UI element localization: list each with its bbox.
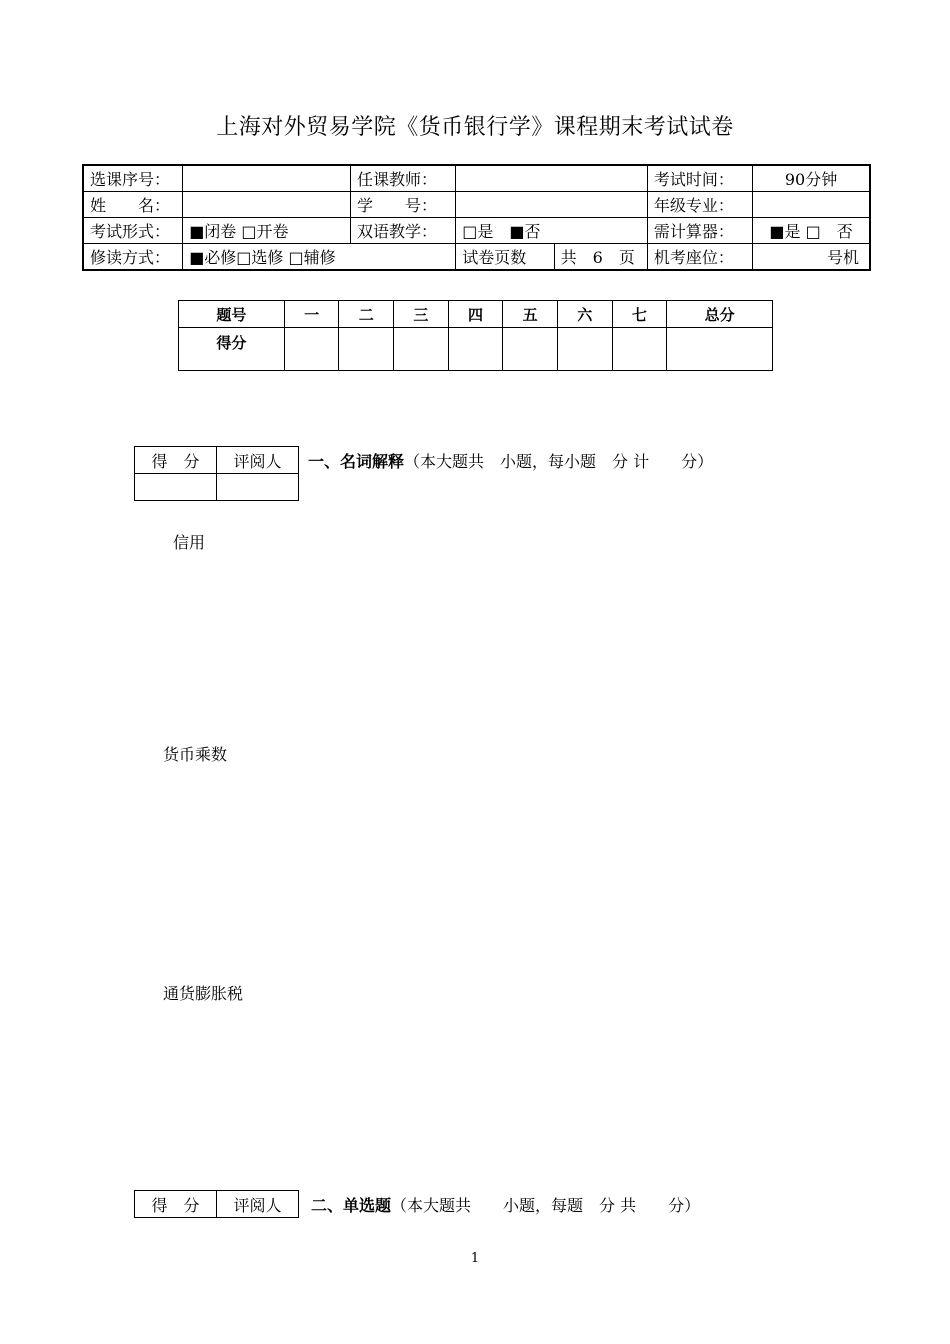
study-mode-label: 修读方式： [83,244,183,271]
student-no-label: 学 号： [350,192,455,218]
term-item: 信用 [173,533,206,552]
section2-detail: （本大题共 小题，每题 分 共 分） [391,1196,701,1215]
term-item: 通货膨胀税 [163,984,244,1003]
calculator-options[interactable]: ■是 □ 否 [753,218,870,244]
bilingual-options[interactable]: □是 ■否 [456,218,648,244]
info-row-1 [83,165,870,192]
score-header: 七 [612,301,667,328]
calculator-label: 需计算器： [647,218,752,244]
section2-title [311,1193,700,1216]
score-row-label: 得分 [179,328,285,371]
score-header: 四 [448,301,503,328]
section2-grader-box [134,1190,299,1218]
section2-heading: 二、单选题 [311,1196,392,1215]
grader-score-field[interactable] [135,474,217,501]
grader-score-label: 得 分 [135,1191,217,1218]
score-cell[interactable] [557,328,612,371]
grade-major-label: 年级专业： [647,192,752,218]
bilingual-label: 双语教学： [350,218,455,244]
score-cell[interactable] [339,328,394,371]
exam-info-table [82,164,871,271]
score-header: 三 [394,301,449,328]
score-cell[interactable] [612,328,667,371]
section1-grader-box [134,446,299,501]
name-field[interactable] [183,192,351,218]
seat-label: 机考座位： [647,244,752,271]
score-cell[interactable] [667,328,773,371]
score-header: 总分 [667,301,773,328]
exam-form-label: 考试形式： [83,218,183,244]
page-number: 1 [470,1251,480,1266]
section1-heading: 一、名词解释 [308,452,405,471]
exam-time-value: 90分钟 [753,165,870,192]
score-cell[interactable] [503,328,558,371]
pages-label: 试卷页数 [456,244,554,271]
grade-major-field[interactable] [753,192,870,218]
score-header: 六 [557,301,612,328]
score-header: 五 [503,301,558,328]
score-header-row [179,301,773,328]
student-no-field[interactable] [456,192,648,218]
info-row-3 [83,218,870,244]
grader-score-label: 得 分 [135,447,217,474]
section1-title [308,449,713,472]
study-mode-options[interactable]: ■必修□选修 □辅修 [183,244,456,271]
exam-time-label: 考试时间： [647,165,752,192]
section1-detail: （本大题共 小题，每小题 分 计 分） [404,452,714,471]
exam-form-options[interactable]: ■闭卷 □开卷 [183,218,351,244]
course-no-field[interactable] [183,165,351,192]
pages-value: 共 6 页 [554,244,647,271]
exam-title: 上海对外贸易学院《货币银行学》课程期末考试试卷 [216,115,734,140]
grader-reviewer-field[interactable] [217,474,299,501]
score-cell[interactable] [394,328,449,371]
term-item: 货币乘数 [163,745,228,764]
score-summary-table [178,300,773,371]
info-row-2 [83,192,870,218]
score-header: 题号 [179,301,285,328]
score-value-row [179,328,773,371]
grader-reviewer-label: 评阅人 [217,447,299,474]
score-header: 二 [339,301,394,328]
grader-reviewer-label: 评阅人 [217,1191,299,1218]
teacher-field[interactable] [456,165,648,192]
score-header: 一 [284,301,339,328]
teacher-label: 任课教师： [350,165,455,192]
score-cell[interactable] [448,328,503,371]
seat-value: 号机 [753,244,870,271]
info-row-4 [83,244,870,271]
course-no-label: 选课序号： [83,165,183,192]
name-label: 姓 名： [83,192,183,218]
score-cell[interactable] [284,328,339,371]
